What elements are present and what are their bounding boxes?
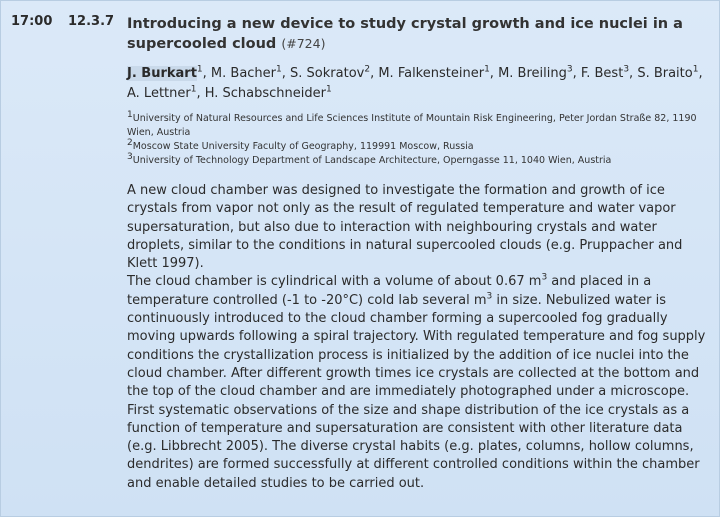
author-list	[127, 64, 713, 104]
title-text: Introducing a new device to study crystal growth and ice nuclei in a supercooled cloud	[127, 16, 683, 52]
author-affiliation-index: 2	[364, 64, 371, 75]
author-affiliation-index: 1	[326, 84, 332, 95]
affiliation-item	[127, 151, 713, 168]
author-affiliation-index: 1	[190, 84, 197, 95]
author-affiliation-index: 1	[196, 64, 203, 75]
author-name: S. Braito	[637, 66, 693, 81]
author-item	[498, 66, 581, 81]
affiliation-index: 2	[127, 137, 133, 148]
author-separator: ,	[489, 66, 499, 81]
abstract-body	[127, 182, 713, 493]
author-affiliation-index: 3	[566, 64, 573, 75]
author-separator: ,	[202, 66, 211, 81]
affiliation-text: University of Technology Department of Landscape Architecture, Operngasse 11, 1040 Wien, Austria	[132, 155, 612, 166]
session-number: 12.3.7	[68, 14, 115, 29]
abstract-p2-part-a: The cloud chamber is cylindrical with a volume of about 0.67 m	[127, 274, 542, 290]
author-item	[378, 66, 498, 81]
abstract-p2-part-b: and placed in a temperature controlled (-1 to -20°C) cold lab several m	[127, 274, 652, 308]
affiliation-index: 3	[127, 151, 133, 162]
author-affiliation-index: 1	[276, 64, 282, 75]
author-item	[127, 86, 205, 101]
author-item	[290, 66, 378, 81]
paper-code: (#724)	[281, 36, 326, 51]
affiliation-list	[127, 109, 713, 168]
abstract-p2-part-c: in size. Nebulized water is continuously introduced to the cloud chamber forming a supercooled fog gradually moving upwards following a spiral trajectory. With regulated temperature and fog supply conditions the crystallization process is initialized by the addition of ice nuclei into the cloud chamber. After different growth times ice crystals are collected at the bottom and the top of the cloud chamber and are immediately photographed under a microscope.	[127, 292, 706, 400]
author-separator: ,	[370, 66, 379, 81]
entry-content	[127, 14, 713, 493]
author-separator: ,	[196, 86, 205, 101]
author-separator: ,	[281, 66, 291, 81]
author-name: A. Lettner	[127, 86, 191, 101]
author-separator: ,	[698, 66, 703, 81]
author-name: M. Bacher	[210, 66, 277, 81]
abstract-p2-sup-1: 3	[541, 273, 548, 284]
paper-title	[127, 14, 713, 54]
author-name: F. Best	[580, 66, 624, 81]
author-affiliation-index: 1	[484, 64, 490, 75]
author-affiliation-index: 1	[692, 64, 699, 75]
author-item	[127, 66, 211, 81]
abstract-p2-sup-2: 3	[486, 291, 493, 302]
session-time: 17:00	[11, 14, 53, 29]
author-affiliation-index: 3	[623, 64, 630, 75]
author-name: S. Sokratov	[290, 66, 365, 81]
author-item	[205, 86, 332, 101]
author-separator: ,	[629, 66, 638, 81]
author-item	[211, 66, 290, 81]
author-name: H. Schabschneider	[204, 86, 326, 101]
abstract-paragraph-1: A new cloud chamber was designed to investigate the formation and growth of ice crystals from vapor not only as the result of regulated temperature and water vapor supersaturation, but also due to interaction with neighbouring crystals and water droplets, similar to the conditions in natural supercooled clouds (e.g. Pruppacher and Klett 1997).	[127, 183, 683, 272]
affiliation-item	[127, 109, 713, 140]
author-item	[581, 66, 637, 81]
author-item	[637, 66, 702, 81]
author-name: M. Breiling	[498, 66, 567, 81]
abstract-paragraph-3: First systematic observations of the size and shape distribution of the ice crystals as a function of temperature and supersaturation are consistent with other literature data (e.g. Libbrecht 2005). The diverse crystal habits (e.g. plates, columns, hollow columns, dendrites) are formed successfully at different controlled conditions within the chamber and enable detailed studies to be carried out.	[127, 402, 700, 491]
abstract-paragraph-2	[127, 273, 713, 401]
affiliation-index: 1	[127, 109, 133, 120]
presenting-author-name: J. Burkart	[127, 66, 197, 81]
affiliation-text: University of Natural Resources and Life Sciences Institute of Mountain Risk Engineering, Peter Jordan Straße 82, 1190 Wien, Austria	[127, 113, 697, 138]
author-name: M. Falkensteiner	[378, 66, 485, 81]
author-separator: ,	[572, 66, 581, 81]
affiliation-item	[127, 137, 713, 154]
affiliation-text: Moscow State University Faculty of Geography, 119991 Moscow, Russia	[132, 141, 474, 152]
